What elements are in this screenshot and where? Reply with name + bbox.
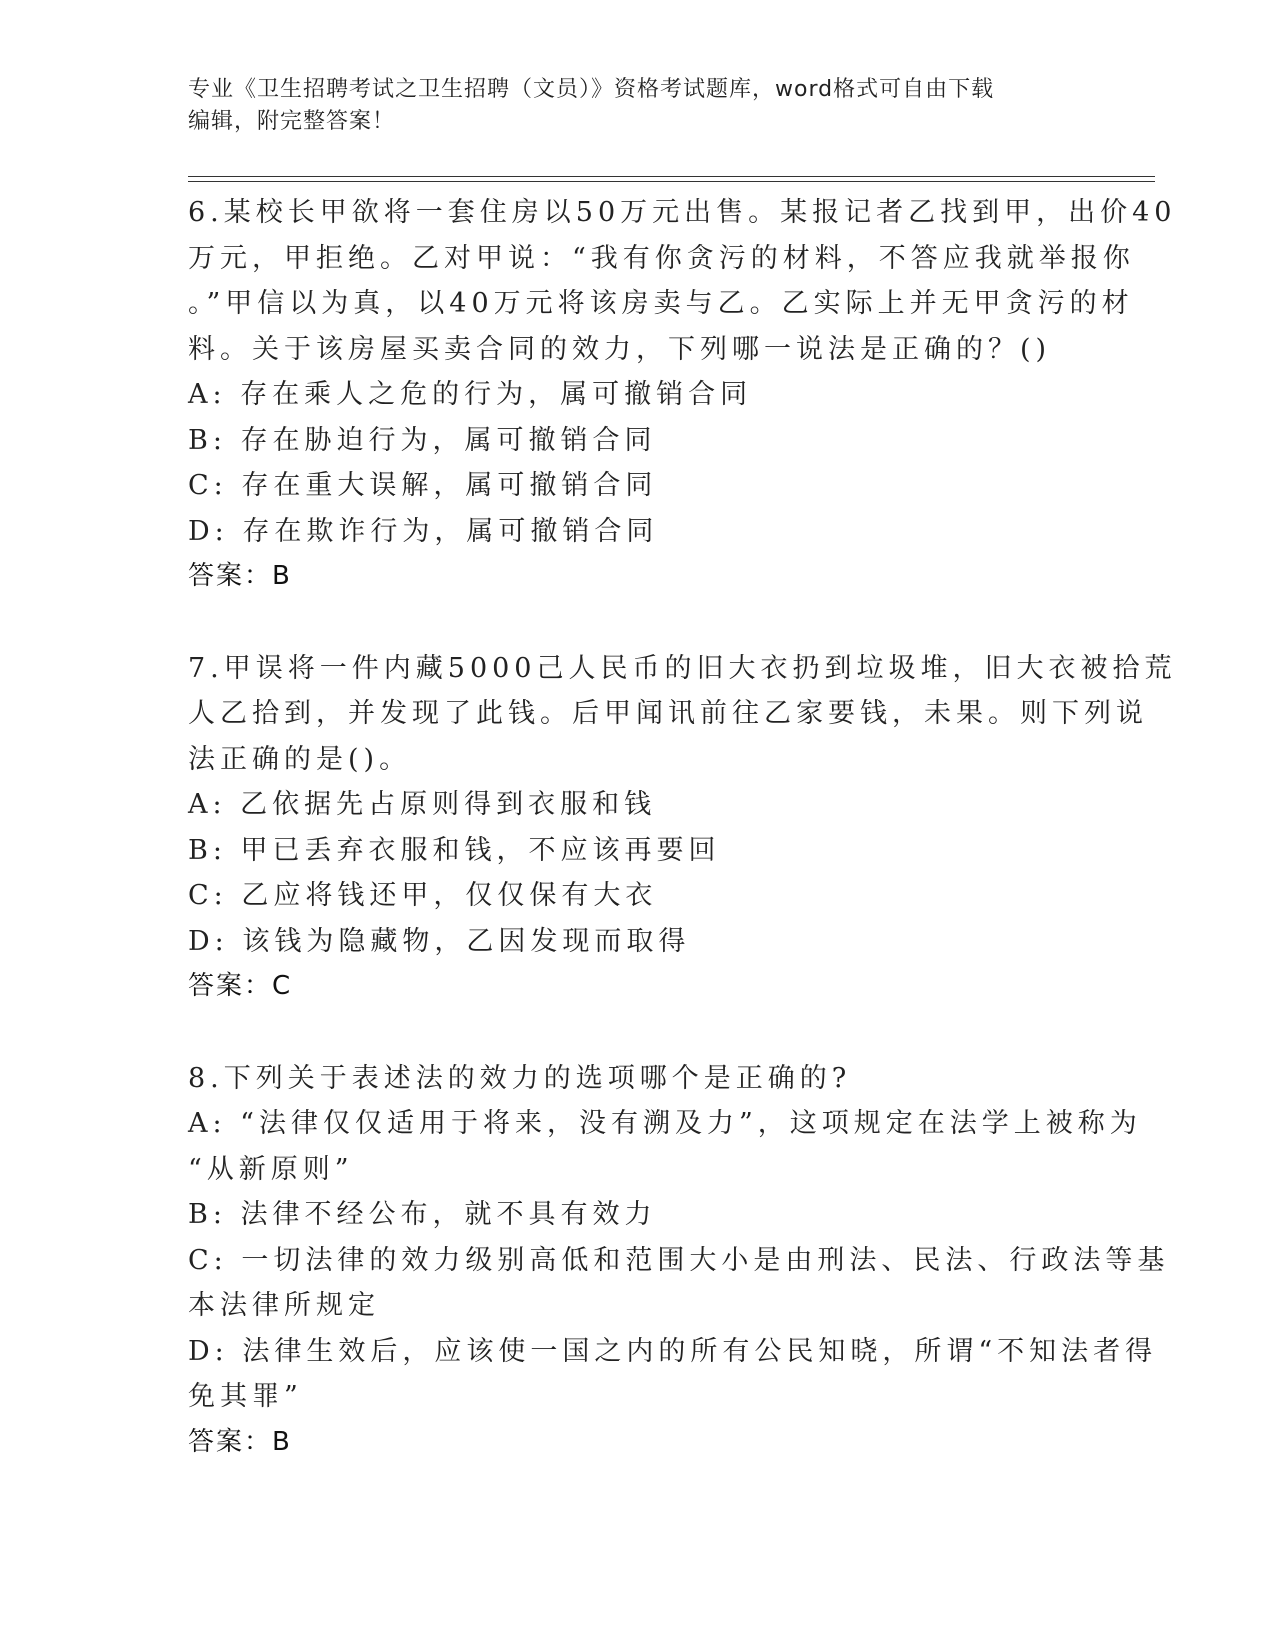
option-b: B: 法律不经公布，就不具有效力: [188, 1199, 657, 1230]
question-list: [188, 190, 1177, 1511]
option-b: B: 甲已丢弃衣服和钱，不应该再要回: [188, 834, 721, 866]
answer-line: 答案：B: [188, 561, 292, 591]
option-a: A: “法律仅仅适用于将来，没有溯及力”，这项规定在法学上被称为: [188, 1108, 1142, 1139]
header-line-2: 编辑，附完整答案！: [188, 109, 396, 134]
question-stem-line: 7.甲误将一件内藏5000己人民币的旧大衣扔到垃圾堆，旧大衣被拾荒: [188, 652, 1177, 684]
header-divider-bottom: [188, 181, 1155, 182]
option-d: D: 法律生效后，应该使一国之内的所有公民知晓，所谓“不知法者得: [188, 1335, 1158, 1367]
document-header: [188, 74, 1068, 138]
question-stem-line: 人乙拾到，并发现了此钱。后甲闻讯前往乙家要钱，未果。则下列说: [188, 698, 1148, 729]
option-d-continued: 免其罪”: [188, 1381, 303, 1412]
question-stem-line: 8.下列关于表述法的效力的选项哪个是正确的?: [188, 1062, 852, 1094]
option-c: C: 一切法律的效力级别高低和范围大小是由刑法、民法、行政法等基: [188, 1244, 1170, 1276]
option-a: A: 乙依据先占原则得到衣服和钱: [188, 789, 657, 820]
question-6: [188, 190, 1177, 600]
question-stem-line: 6.某校长甲欲将一套住房以50万元出售。某报记者乙找到甲，出价40: [188, 197, 1177, 228]
question-stem-line: 。”甲信以为真，以40万元将该房卖与乙。乙实际上并无甲贪污的材: [188, 288, 1134, 319]
option-c: C: 乙应将钱还甲，仅仅保有大衣: [188, 880, 658, 911]
question-8: [188, 1056, 1170, 1466]
option-b: B: 存在胁迫行为，属可撤销合同: [188, 424, 657, 456]
question-stem-line: 法正确的是()。: [188, 743, 412, 775]
answer-line: 答案：B: [188, 1426, 292, 1457]
answer-line: 答案：C: [188, 971, 293, 1001]
option-a: A: 存在乘人之危的行为，属可撤销合同: [188, 379, 753, 410]
question-stem-line: 万元，甲拒绝。乙对甲说：“我有你贪污的材料，不答应我就举报你: [188, 242, 1135, 274]
option-d: D: 存在欺诈行为，属可撤销合同: [188, 515, 659, 547]
option-c-continued: 本法律所规定: [188, 1290, 380, 1321]
option-d: D: 该钱为隐藏物，乙因发现而取得: [188, 925, 691, 957]
option-c: C: 存在重大误解，属可撤销合同: [188, 470, 658, 501]
option-a-continued: “从新原则”: [188, 1153, 354, 1185]
header-line-1: 专业《卫生招聘考试之卫生招聘（文员）》资格考试题库，word格式可自由下载: [188, 77, 995, 102]
question-stem-line: 料。关于该房屋买卖合同的效力，下列哪一说法是正确的？(): [188, 333, 1052, 365]
header-divider-top: [188, 176, 1155, 177]
question-7: [188, 646, 1177, 1010]
